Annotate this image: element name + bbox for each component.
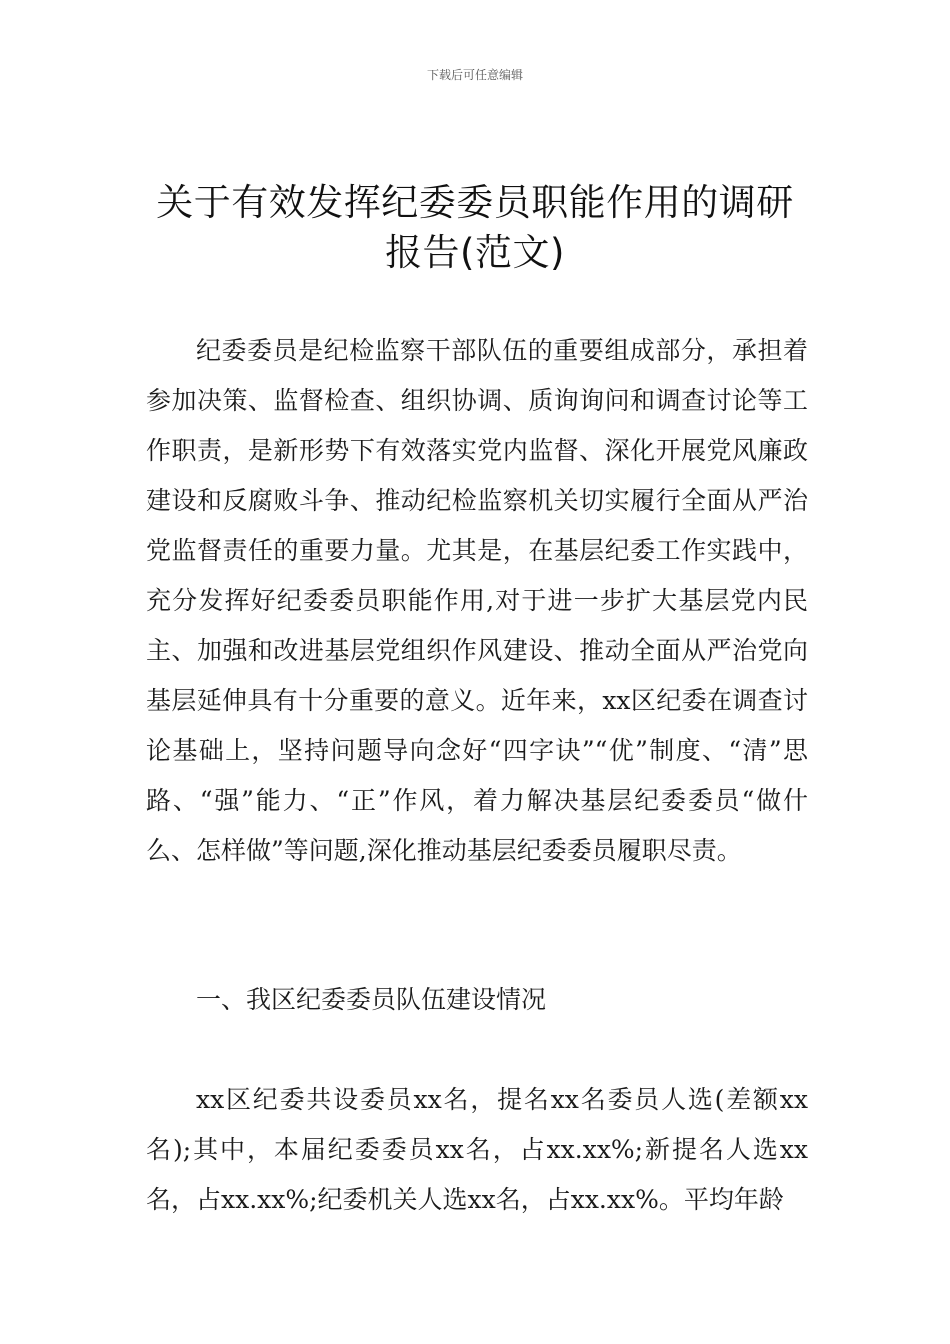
section-heading: 一、我区纪委委员队伍建设情况: [196, 985, 547, 1014]
header-note: 下载后可任意编辑: [426, 68, 523, 82]
intro-paragraph: 纪委委员是纪检监察干部队伍的重要组成部分，承担着参加决策、监督检查、组织协调、质询询问和调查讨论等工作职责，是新形势下有效落实党内监督、深化开展党风廉政建设和反腐败斗争、推动纪检监察机关切实履行全面从严治党监督责任的重要力量。尤其是，在基层纪委工作实践中，充分发挥好纪委委员职能作用,对于进一步扩大基层党内民主、加强和改进基层党组织作风建设、推动全面从严治党向基层延伸具有十分重要的意义。近年来，xx区纪委在调查讨论基础上，坚持问题导向念好“四字诀”“优”制度、“清”思路、“强”能力、“正”作风，着力解决基层纪委委员“做什么、怎样做”等问题,深化推动基层纪委委员履职尽责。: [146, 336, 808, 865]
section-paragraph: xx区纪委共设委员xx名，提名xx名委员人选(差额xx名);其中，本届纪委委员xx名，占xx.xx%;新提名人选xx名，占xx.xx%;纪委机关人选xx名，占xx.xx%。平均年龄: [146, 1085, 808, 1214]
document-title: 关于有效发挥纪委委员职能作用的调研报告(范文): [156, 181, 794, 274]
